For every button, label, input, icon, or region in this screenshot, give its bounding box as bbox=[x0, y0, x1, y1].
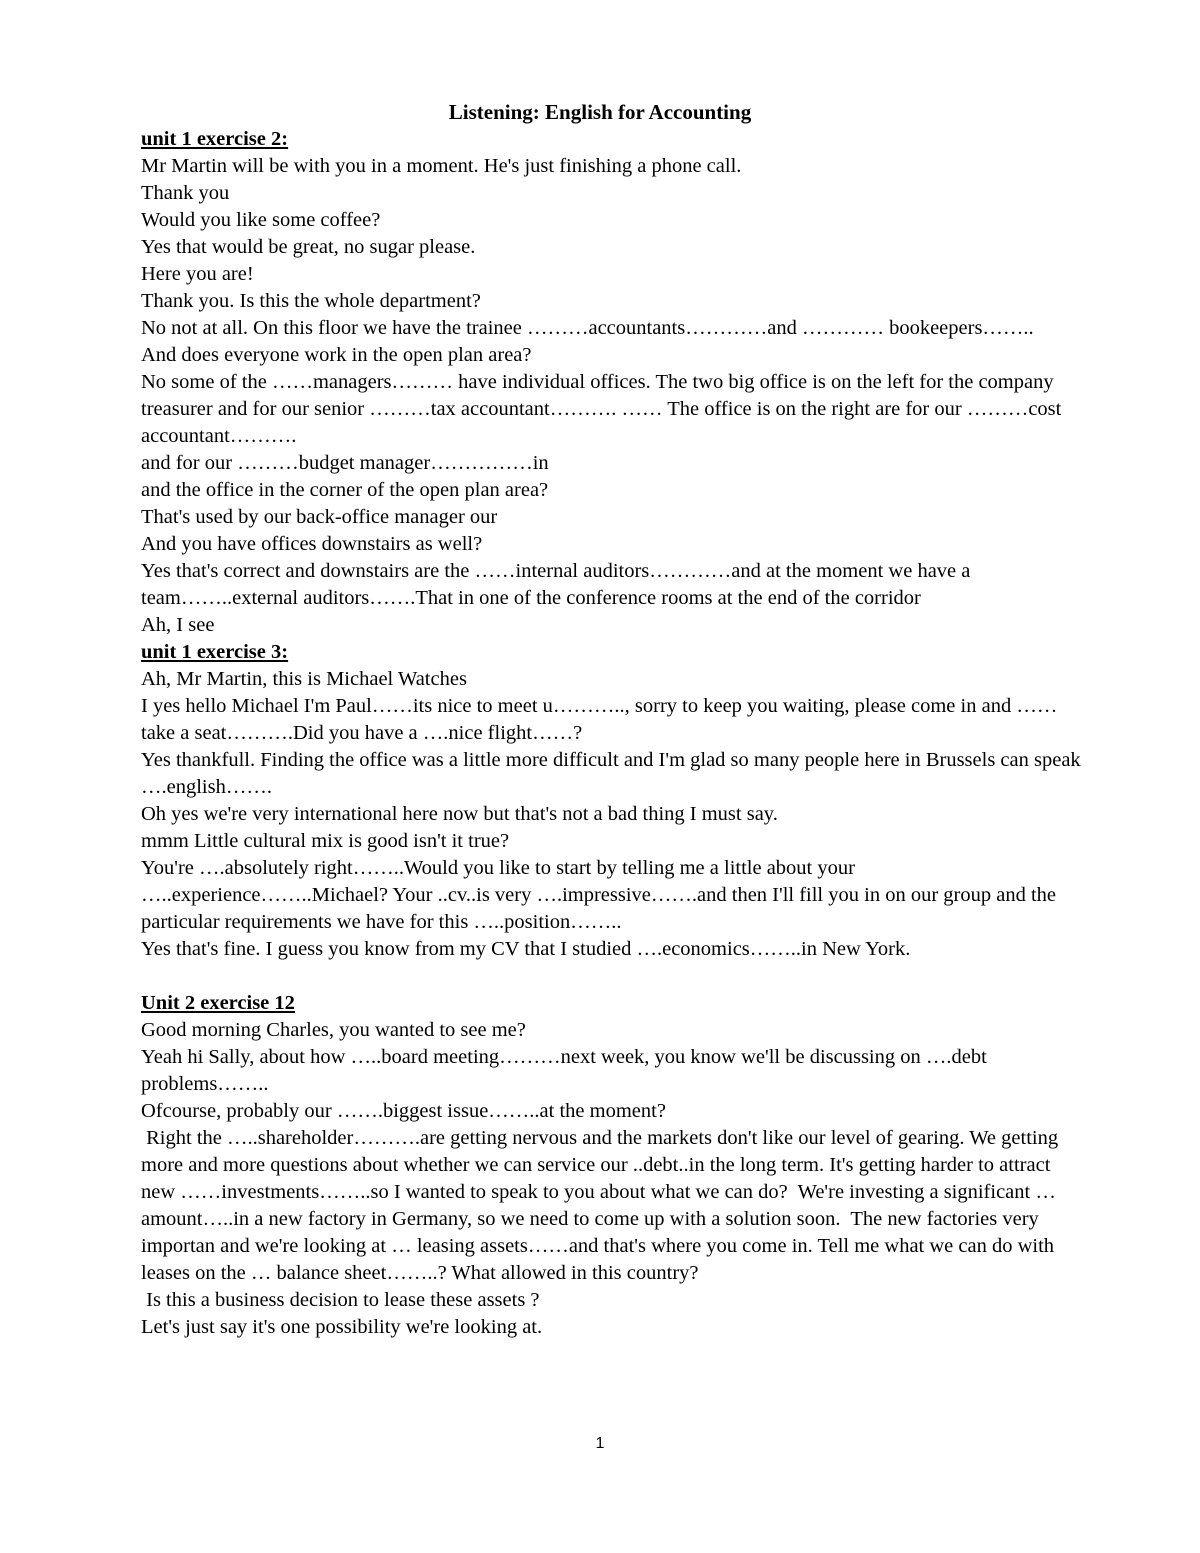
dialogue-line: Ah, Mr Martin, this is Michael Watches bbox=[141, 668, 467, 690]
dialogue-line: No some of the ……managers……… have individual offices. The two big office is on the left for the company treasurer and for our senior ………tax accountant………. …… The office is on the right are for our ………cost accountant………. bbox=[141, 371, 1067, 447]
document-title: Listening: English for Accounting bbox=[448, 100, 752, 124]
dialogue-line: mmm Little cultural mix is good isn't it true? bbox=[141, 830, 510, 852]
dialogue-line: I yes hello Michael I'm Paul……its nice to meet u……….., sorry to keep you waiting, please come in and ……take a seat……….Did you have a ….nice flight……? bbox=[141, 695, 1058, 744]
dialogue-line: and for our ………budget manager……………in bbox=[141, 452, 549, 474]
dialogue-line: Would you like some coffee? bbox=[141, 209, 381, 231]
dialogue-line: Ah, I see bbox=[141, 614, 215, 636]
dialogue-line: Good morning Charles, you wanted to see me? bbox=[141, 1019, 526, 1041]
section-unit1-exercise3 bbox=[141, 639, 1086, 963]
section-heading: Unit 2 exercise 12 bbox=[141, 992, 295, 1014]
section-unit2-exercise12 bbox=[141, 990, 1086, 1341]
section-unit1-exercise2 bbox=[141, 126, 1086, 639]
dialogue-line: Right the …..shareholder……….are getting nervous and the markets don't like our level of gearing. We getting more and more questions about whether we can service our ..debt..in the long term. It's getting harder to attract new ……investments……..so I wanted to speak to you about what we can do? We're investing a significant …amount…..in a new factory in Germany, so we need to come up with a solution soon. The new factories very importan and we're looking at … leasing assets……and that's where you come in. Tell me what we can do with leases on the … balance sheet……..? What allowed in this country? bbox=[141, 1127, 1064, 1284]
dialogue-line: Is this a business decision to lease these assets ? bbox=[141, 1289, 540, 1311]
dialogue-line: Mr Martin will be with you in a moment. He's just finishing a phone call. bbox=[141, 155, 742, 177]
dialogue-line: Oh yes we're very international here now but that's not a bad thing I must say. bbox=[141, 803, 778, 825]
dialogue-line: Thank you bbox=[141, 182, 230, 204]
dialogue-line: And you have offices downstairs as well? bbox=[141, 533, 483, 555]
dialogue-line: Let's just say it's one possibility we're looking at. bbox=[141, 1316, 543, 1338]
dialogue-line: And does everyone work in the open plan area? bbox=[141, 344, 532, 366]
dialogue-line: No not at all. On this floor we have the trainee ………accountants…………and ………… bookeepers…….. bbox=[141, 317, 1034, 339]
dialogue-line: Yes that would be great, no sugar please. bbox=[141, 236, 476, 258]
dialogue-line: Yes that's fine. I guess you know from my CV that I studied ….economics……..in New York. bbox=[141, 938, 911, 960]
dialogue-line: Yeah hi Sally, about how …..board meeting………next week, you know we'll be discussing on ….debt problems…….. bbox=[141, 1046, 992, 1095]
dialogue-line: Thank you. Is this the whole department? bbox=[141, 290, 481, 312]
document-body bbox=[141, 126, 1086, 1341]
dialogue-line: That's used by our back-office manager our bbox=[141, 506, 498, 528]
section-heading: unit 1 exercise 2: bbox=[141, 128, 289, 150]
dialogue-line: You're ….absolutely right……..Would you like to start by telling me a little about your …..experience……..Michael? Your ..cv..is very ….impressive…….and then I'll fill you in on our group and the particular requirements we have for this …..position…….. bbox=[141, 857, 1062, 933]
dialogue-line: Yes that's correct and downstairs are the ……internal auditors…………and at the moment we have a team……..external auditors…….That in one of the conference rooms at the end of the corridor bbox=[141, 560, 976, 609]
dialogue-line: Yes thankfull. Finding the office was a little more difficult and I'm glad so many people here in Brussels can speak ….english……. bbox=[141, 749, 1086, 798]
dialogue-line: Ofcourse, probably our …….biggest issue……..at the moment? bbox=[141, 1100, 666, 1122]
page-number: 1 bbox=[595, 1435, 605, 1452]
dialogue-line: and the office in the corner of the open plan area? bbox=[141, 479, 549, 501]
dialogue-line: Here you are! bbox=[141, 263, 254, 285]
section-heading: unit 1 exercise 3: bbox=[141, 641, 289, 663]
